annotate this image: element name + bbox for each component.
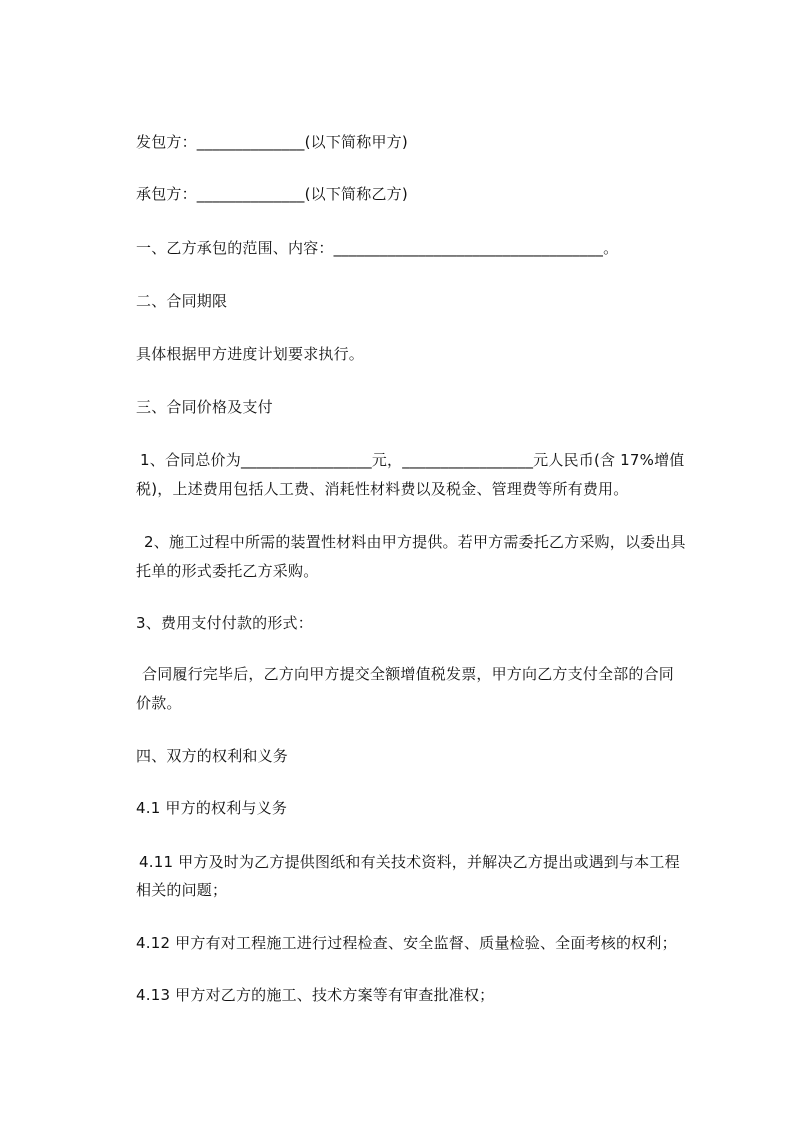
section-4-11-line-2: 相关的问题；: [136, 881, 228, 899]
price-item-3: 3、费用支付付款的形式：: [136, 614, 313, 632]
section-4-13: 4.13 甲方对乙方的施工、技术方案等有审查批准权；: [136, 986, 495, 1004]
section-4-11-line-1: 4.11 甲方及时为乙方提供图纸和有关技术资料，并解决乙方提出或遇到与本工程: [139, 853, 680, 871]
price-heading: 三、合同价格及支付: [136, 398, 273, 416]
price-item-1-line-1: 1、合同总价为_________________元，_________________元人民币(含 17%增值: [140, 451, 685, 469]
payment-body-line-2: 价款。: [136, 694, 182, 712]
price-item-1-line-2: 税)，上述费用包括人工费、消耗性材料费以及税金、管理费等所有费用。: [136, 480, 629, 498]
term-body: 具体根据甲方进度计划要求执行。: [136, 345, 365, 363]
rights-heading: 四、双方的权利和义务: [136, 747, 289, 765]
term-heading: 二、合同期限: [136, 292, 228, 310]
section-4-12: 4.12 甲方有对工程施工进行过程检查、安全监督、质量检验、全面考核的权利；: [136, 934, 677, 952]
employer-line: 发包方：______________(以下简称甲方): [136, 133, 408, 151]
price-item-2-line-1: 2、施工过程中所需的装置性材料由甲方提供。若甲方需委托乙方采购，以委出具: [144, 533, 686, 551]
section-4-1: 4.1 甲方的权利与义务: [136, 799, 288, 817]
scope-heading: 一、乙方承包的范围、内容：___________________________________。: [136, 239, 619, 257]
price-item-2-line-2: 托单的形式委托乙方采购。: [136, 562, 319, 580]
contractor-line: 承包方：______________(以下简称乙方): [136, 185, 408, 203]
payment-body-line-1: 合同履行完毕后，乙方向甲方提交全额增值税发票，甲方向乙方支付全部的合同: [142, 665, 675, 683]
